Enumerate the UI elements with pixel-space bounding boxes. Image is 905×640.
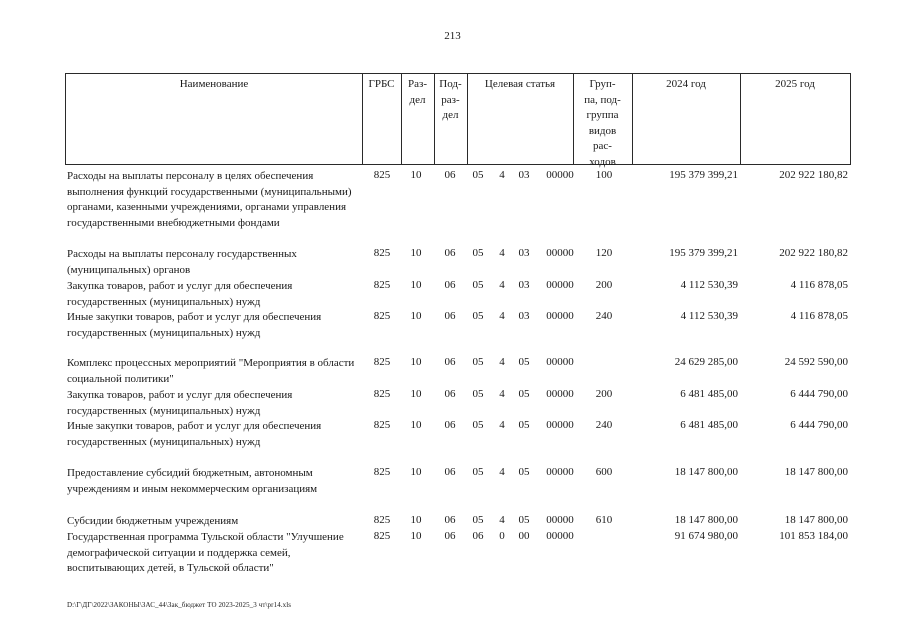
row-target-1: 05 — [472, 356, 484, 368]
row-target-4: 00000 — [546, 247, 574, 259]
row-target-1: 05 — [472, 388, 484, 400]
row-2024: 18 147 800,00 — [674, 514, 738, 526]
row-name: Иные закупки товаров, работ и услуг для обеспечения государственных (муниципальных) нужд — [67, 420, 322, 448]
row-grbs: 825 — [373, 247, 391, 259]
row-target-1: 05 — [472, 466, 484, 478]
row-target-1: 05 — [472, 169, 484, 181]
row-target-3: 03 — [518, 247, 530, 259]
row-target-4: 00000 — [546, 466, 574, 478]
row-razdel: 10 — [410, 356, 422, 368]
row-2025: 6 444 790,00 — [790, 388, 848, 400]
row-target-1: 06 — [472, 530, 484, 542]
header-razdel-line: дел — [409, 93, 426, 106]
row-grbs: 825 — [373, 279, 391, 291]
row-2024: 195 379 399,21 — [669, 169, 738, 181]
page-number: 213 — [444, 30, 461, 42]
table-header — [65, 73, 851, 168]
row-2025: 4 116 878,05 — [790, 279, 848, 291]
header-razdel-line: Раз- — [407, 78, 427, 90]
header-podrazdel-line: Под- — [439, 78, 462, 90]
row-target-2: 0 — [499, 530, 505, 542]
row-target-1: 05 — [472, 419, 484, 431]
row-2025: 18 147 800,00 — [784, 514, 848, 526]
row-target-3: 05 — [518, 388, 530, 400]
row-target-1: 05 — [472, 247, 484, 259]
row-target-2: 4 — [499, 310, 505, 322]
header-group-line: Груп- — [589, 78, 616, 90]
row-grbs: 825 — [373, 530, 391, 542]
row-name: Закупка товаров, работ и услуг для обеспечения государственных (муниципальных) нужд — [67, 280, 293, 308]
row-target-2: 4 — [499, 279, 505, 291]
row-grbs: 825 — [373, 388, 391, 400]
row-2024: 6 481 485,00 — [680, 419, 738, 431]
row-target-1: 05 — [472, 514, 484, 526]
header-grbs: ГРБС — [368, 78, 395, 90]
row-name: Комплекс процессных мероприятий "Мероприятия в области социальной политики" — [67, 357, 355, 385]
header-podrazdel-line: дел — [442, 109, 459, 121]
row-target-4: 00000 — [546, 169, 574, 181]
row-group: 600 — [595, 466, 613, 478]
header-2024: 2024 год — [666, 78, 706, 90]
row-razdel: 10 — [410, 169, 422, 181]
header-razdel — [401, 77, 434, 108]
row-grbs: 825 — [373, 514, 391, 526]
row-razdel: 10 — [410, 514, 422, 526]
header-group — [573, 77, 632, 170]
row-target-3: 03 — [518, 279, 530, 291]
row-podrazdel: 06 — [444, 514, 456, 526]
row-target-3: 05 — [518, 356, 530, 368]
header-group-line: рас- — [593, 140, 612, 152]
row-2024: 24 629 285,00 — [674, 356, 738, 368]
row-name: Расходы на выплаты персоналу в целях обеспечения выполнения функций государственными (муниципальными) органами, казенными учреждениями, органами управления государственными внебюджетными фондами — [67, 170, 352, 229]
row-2025: 4 116 878,05 — [790, 310, 848, 322]
row-target-4: 00000 — [546, 279, 574, 291]
row-razdel: 10 — [410, 419, 422, 431]
row-group: 100 — [595, 169, 613, 181]
row-target-4: 00000 — [546, 514, 574, 526]
row-razdel: 10 — [410, 279, 422, 291]
row-razdel: 10 — [410, 247, 422, 259]
row-grbs: 825 — [373, 356, 391, 368]
row-group: 240 — [595, 419, 613, 431]
row-target-3: 05 — [518, 466, 530, 478]
row-name: Иные закупки товаров, работ и услуг для обеспечения государственных (муниципальных) нужд — [67, 311, 322, 339]
row-target-4: 00000 — [546, 310, 574, 322]
row-razdel: 10 — [410, 466, 422, 478]
row-grbs: 825 — [373, 419, 391, 431]
row-target-4: 00000 — [546, 419, 574, 431]
row-target-3: 03 — [518, 169, 530, 181]
row-podrazdel: 06 — [444, 247, 456, 259]
row-target-3: 05 — [518, 419, 530, 431]
row-razdel: 10 — [410, 310, 422, 322]
row-target-3: 00 — [518, 530, 530, 542]
row-podrazdel: 06 — [444, 169, 456, 181]
row-razdel: 10 — [410, 530, 422, 542]
file-path-footer: D:\Г\ДГ\2022\ЗАКОНЫ\ЗАС_44\Зак_бюджет ТО 2023-2025_3 чт\pr14.xls — [67, 601, 292, 609]
row-name: Расходы на выплаты персоналу государственных (муниципальных) органов — [67, 248, 297, 276]
row-group: 200 — [595, 388, 613, 400]
row-2024: 6 481 485,00 — [680, 388, 738, 400]
row-grbs: 825 — [373, 310, 391, 322]
row-name: Предоставление субсидий бюджетным, автономным учреждениям и иным некоммерческим организациям — [67, 467, 318, 495]
row-target-2: 4 — [499, 419, 505, 431]
row-2025: 6 444 790,00 — [790, 419, 848, 431]
header-group-line: видов — [588, 124, 617, 137]
row-group: 200 — [595, 279, 613, 291]
row-podrazdel: 06 — [444, 356, 456, 368]
row-2025: 202 922 180,82 — [779, 247, 848, 259]
row-target-1: 05 — [472, 279, 484, 291]
row-target-2: 4 — [499, 169, 505, 181]
row-2025: 202 922 180,82 — [779, 169, 848, 181]
header-target-article: Целевая статья — [484, 78, 556, 90]
row-2024: 18 147 800,00 — [674, 466, 738, 478]
row-target-2: 4 — [499, 247, 505, 259]
row-name: Государственная программа Тульской области "Улучшение демографической ситуации и поддержка семей, воспитывающих детей, в Тульской области" — [67, 531, 344, 574]
row-target-3: 03 — [518, 310, 530, 322]
header-group-line: ходов — [589, 155, 616, 168]
row-target-4: 00000 — [546, 388, 574, 400]
header-group-line: группа — [586, 109, 619, 121]
row-podrazdel: 06 — [444, 530, 456, 542]
row-target-3: 05 — [518, 514, 530, 526]
row-2024: 195 379 399,21 — [669, 247, 738, 259]
row-grbs: 825 — [373, 466, 391, 478]
row-target-4: 00000 — [546, 530, 574, 542]
row-target-2: 4 — [499, 466, 505, 478]
row-group: 240 — [595, 310, 613, 322]
row-2024: 4 112 530,39 — [680, 310, 738, 322]
row-podrazdel: 06 — [444, 388, 456, 400]
row-2025: 24 592 590,00 — [784, 356, 848, 368]
row-podrazdel: 06 — [444, 310, 456, 322]
row-podrazdel: 06 — [444, 466, 456, 478]
row-group: 610 — [595, 514, 613, 526]
row-2024: 4 112 530,39 — [680, 279, 738, 291]
header-name: Наименование — [179, 78, 249, 90]
row-target-2: 4 — [499, 388, 505, 400]
row-name: Субсидии бюджетным учреждениям — [67, 515, 239, 527]
row-2024: 91 674 980,00 — [674, 530, 738, 542]
header-podrazdel-line: раз- — [441, 93, 460, 106]
row-grbs: 825 — [373, 169, 391, 181]
row-2025: 18 147 800,00 — [784, 466, 848, 478]
row-razdel: 10 — [410, 388, 422, 400]
row-target-2: 4 — [499, 356, 505, 368]
header-2025: 2025 год — [775, 78, 815, 90]
row-target-2: 4 — [499, 514, 505, 526]
row-podrazdel: 06 — [444, 419, 456, 431]
row-group: 120 — [595, 247, 613, 259]
header-group-line: па, под- — [584, 93, 621, 106]
row-podrazdel: 06 — [444, 279, 456, 291]
row-target-1: 05 — [472, 310, 484, 322]
row-name: Закупка товаров, работ и услуг для обеспечения государственных (муниципальных) нужд — [67, 389, 293, 417]
row-target-4: 00000 — [546, 356, 574, 368]
row-2025: 101 853 184,00 — [779, 530, 848, 542]
header-podrazdel — [434, 77, 467, 124]
